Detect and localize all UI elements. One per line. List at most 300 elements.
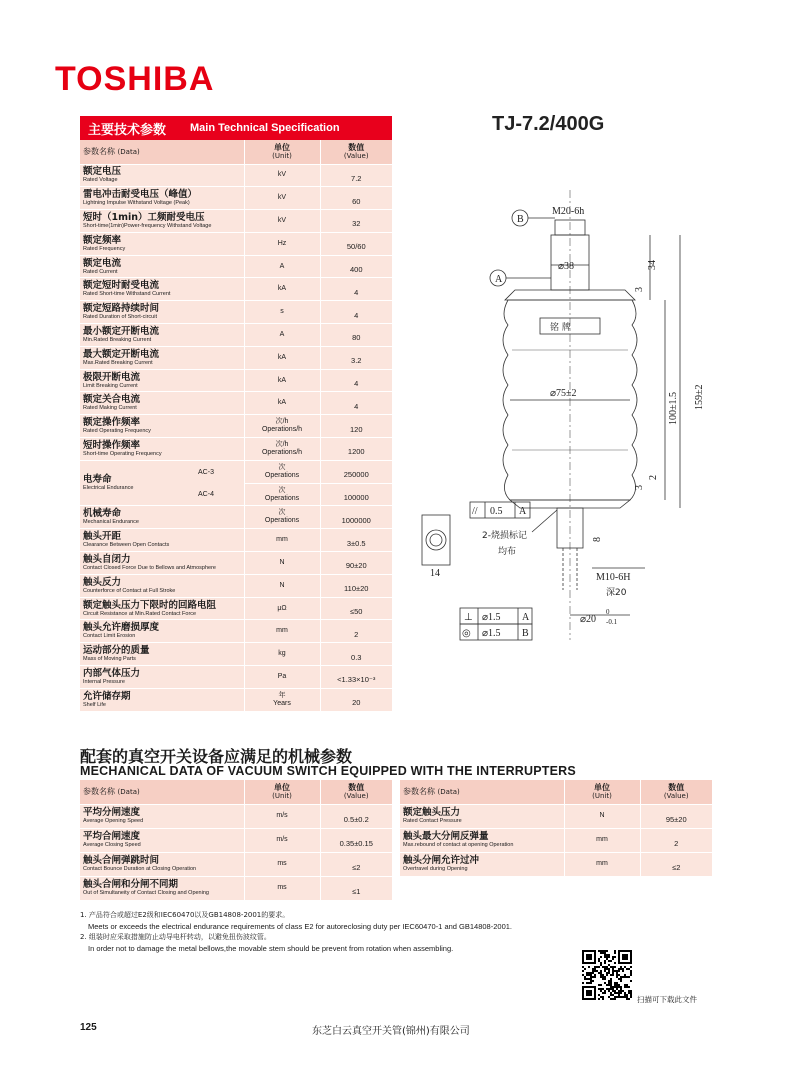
unit-text: kV [277, 171, 287, 179]
param-name-cn: 雷电冲击耐受电压（峰值） [83, 189, 198, 201]
param-name-cn: 额定短路持续时间 [83, 303, 160, 315]
table-row [80, 688, 392, 711]
header-param [80, 140, 244, 164]
table-row [400, 804, 712, 828]
unit-cell [244, 529, 320, 552]
unit-text-en: Operations [264, 494, 300, 502]
unit-text: Pa [277, 672, 287, 680]
param-name-cn: 额定短时耐受电流 [83, 280, 160, 292]
unit-text: kA [277, 285, 287, 293]
mech-right-header-value-en: (Value) [663, 792, 689, 801]
depth-label: 深20 [606, 588, 627, 598]
unit-text: s [280, 308, 284, 316]
param-name-en: Rated Short-time Withstand Current [83, 291, 171, 298]
param-name-en: Internal Pressure [83, 678, 125, 685]
table-row [80, 828, 392, 852]
param-name-en: Contact Bounce Duration at Closing Operation [83, 866, 197, 872]
param-name-en: Shelf Life [83, 701, 106, 708]
param-name-cn: 短时（1min）工频耐受电压 [83, 211, 205, 223]
dia-20-tol-lower: -0.1 [606, 618, 618, 626]
dim-3a-label: 3 [634, 287, 645, 292]
mech-left-header-unit-en: (Unit) [272, 792, 292, 801]
header-unit-cn: 单位 [274, 143, 290, 153]
model-number: TJ-7.2/400G [492, 113, 605, 135]
param-name-en: Rated Making Current [83, 405, 137, 412]
value-text: <1.33×10⁻³ [337, 675, 376, 685]
param-name-cn: 平均分闸速度 [83, 807, 141, 818]
param-cell [80, 574, 244, 597]
value-cell [640, 804, 712, 828]
param-name-en: Rated Frequency [83, 245, 126, 252]
mech-right-header-value-cn: 数值 [668, 783, 685, 793]
table-row [80, 620, 392, 643]
unit-text: kV [277, 194, 287, 202]
mark-note-1: 2-烧损标记 [482, 531, 527, 541]
unit-text: mm [276, 627, 288, 635]
dim-159-label: 159±2 [694, 384, 705, 410]
toshiba-logo: TOSHIBA [55, 60, 215, 98]
unit-text: m/s [276, 836, 288, 843]
unit-text: 次 [278, 486, 286, 494]
note-2-en: In order not to damage the metal bellows,the movable stem should be prevent from rotation when assembling. [88, 944, 454, 953]
spec-title-bar [80, 116, 392, 140]
param-cell [80, 529, 244, 552]
header-value [320, 140, 392, 164]
unit-text: kg [278, 650, 286, 658]
unit-cell [244, 483, 320, 506]
table-row [400, 852, 712, 876]
dia-20-tol-upper: 0 [606, 608, 610, 616]
param-name-en: Mechanical Endurance [83, 519, 139, 526]
param-cell [80, 804, 244, 828]
unit-text: 次/h [275, 440, 289, 448]
table-row [80, 392, 392, 415]
value-text: 100000 [343, 493, 369, 503]
unit-text-en: Operations [264, 517, 300, 525]
datum-a-label: A [495, 274, 503, 285]
param-name-cn: 运动部分的质量 [83, 645, 150, 657]
unit-text: 年 [278, 691, 286, 699]
datum-b-label: B [517, 214, 524, 225]
dia-38-label: ⌀38 [558, 261, 575, 272]
value-text: 3.2 [351, 356, 362, 366]
unit-cell [244, 392, 320, 415]
table-row [80, 460, 392, 483]
value-cell [320, 483, 392, 506]
mech-right-header-unit-en: (Unit) [592, 792, 612, 801]
perp-symbol: ⊥ [464, 612, 473, 623]
unit-cell [244, 278, 320, 301]
value-text: 7.2 [351, 173, 362, 183]
unit-text: mm [596, 860, 608, 867]
note-2-cn: 2. 组装时应采取措施防止动导电杆转动，以避免扭伤波纹管。 [80, 933, 271, 941]
param-name-cn: 额定关合电流 [83, 394, 141, 406]
table-row [80, 666, 392, 689]
value-cell [320, 876, 392, 900]
qr-code[interactable] [582, 950, 632, 1000]
param-name-cn: 最大额定开断电流 [83, 348, 160, 360]
value-cell [320, 460, 392, 483]
table-row [80, 529, 392, 552]
value-text: 90±20 [345, 561, 367, 571]
perp-tol-label: ⌀1.5 [482, 612, 501, 623]
nameplate-label: 铭 牌 [550, 323, 571, 333]
value-text: ≤2 [352, 862, 361, 872]
mech-right-header [400, 780, 712, 804]
param-name-en: Min.Rated Breaking Current [83, 336, 152, 343]
value-text: 0.5±0.2 [343, 814, 369, 824]
param-name-cn: 平均合闸速度 [83, 831, 141, 842]
unit-text: Hz [277, 239, 287, 247]
param-name-en: Max.Rated Breaking Current [83, 359, 153, 366]
page-number: 125 [80, 1022, 97, 1033]
value-cell [320, 852, 392, 876]
header-unit [244, 140, 320, 164]
value-text: 2 [674, 838, 679, 848]
mech-right-header-unit-cn: 单位 [594, 783, 610, 793]
param-name-en: Circuit Resistance at Min.Rated Contact Force [83, 610, 197, 617]
param-name-en: Out of Simultaneity of Contact Closing and Opening [83, 890, 209, 896]
value-cell [320, 210, 392, 233]
value-cell [320, 232, 392, 255]
value-text: 95±20 [665, 814, 687, 824]
concentric-symbol: ◎ [462, 628, 471, 639]
unit-cell [244, 415, 320, 438]
value-text: 4 [354, 379, 359, 389]
table-row [80, 301, 392, 324]
param-name-en: Counterforce of Contact at Full Stroke [83, 587, 176, 594]
table-row [80, 597, 392, 620]
unit-text: 次 [278, 463, 286, 471]
unit-text: kV [277, 216, 287, 224]
value-cell [320, 369, 392, 392]
main-spec-table [80, 116, 392, 712]
unit-cell [244, 164, 320, 187]
dim-8-label: 8 [592, 537, 603, 542]
mech-right-header-param [400, 780, 564, 804]
table-row [80, 552, 392, 575]
unit-cell [564, 852, 640, 876]
param-cell [400, 804, 564, 828]
value-text: 250000 [343, 470, 369, 480]
value-text: 4 [354, 287, 359, 297]
param-name-cn: 触头允许磨损厚度 [83, 622, 160, 634]
param-name-cn: 额定频率 [83, 234, 122, 246]
param-name-en: Short-time Operating Frequency [83, 450, 162, 457]
unit-text: N [279, 581, 285, 589]
mech-right-header-unit [564, 780, 640, 804]
value-cell [320, 164, 392, 187]
table-row [80, 232, 392, 255]
unit-cell [244, 255, 320, 278]
value-text: 1000000 [341, 515, 371, 525]
param-name-cn: 触头最大分闸反弹量 [403, 831, 489, 842]
value-cell [320, 574, 392, 597]
value-cell [640, 852, 712, 876]
value-text: 3±0.5 [346, 538, 366, 548]
table-row [80, 164, 392, 187]
unit-cell [244, 666, 320, 689]
unit-cell [244, 301, 320, 324]
unit-text: N [599, 812, 605, 819]
table-row [80, 255, 392, 278]
value-text: ≤2 [672, 862, 681, 872]
mech-right-header-param-cn: 参数名称 [403, 787, 435, 797]
value-text: 4 [354, 310, 359, 320]
unit-cell [244, 552, 320, 575]
param-cell [80, 415, 244, 438]
table-row [80, 210, 392, 233]
param-name-cn: 触头分闸允许过冲 [403, 855, 480, 866]
param-name-cn: 内部气体压力 [83, 667, 141, 679]
mech-table-right [400, 780, 712, 877]
value-text: 400 [349, 265, 363, 275]
unit-text-en: Operations/h [261, 448, 303, 456]
table-row [80, 506, 392, 529]
param-cell [80, 232, 244, 255]
param-name-en: Rated Voltage [83, 177, 118, 184]
param-name-cn: 触头反力 [83, 576, 122, 588]
unit-cell [244, 852, 320, 876]
param-cell [80, 876, 244, 900]
value-cell [320, 255, 392, 278]
param-cell [400, 828, 564, 852]
param-name-en: Rated Operating Frequency [83, 428, 151, 435]
value-cell [320, 506, 392, 529]
table-row [80, 643, 392, 666]
unit-text: kA [277, 376, 287, 384]
thread-top-label: M20-6h [552, 206, 585, 217]
parallel-tol-label: 0.5 [490, 506, 503, 517]
param-cell [80, 324, 244, 347]
unit-cell [244, 688, 320, 711]
param-cell [80, 301, 244, 324]
table-row [80, 804, 392, 828]
table-row [80, 324, 392, 347]
value-cell [320, 278, 392, 301]
header-value-en: (Value) [343, 152, 369, 161]
unit-text: ms [277, 884, 287, 891]
value-cell [320, 666, 392, 689]
param-cell [80, 460, 244, 491]
param-cell [80, 164, 244, 187]
param-cell [80, 620, 244, 643]
value-text: 20 [352, 698, 361, 708]
param-name-cn: 短时操作频率 [83, 439, 141, 451]
param-cell [80, 666, 244, 689]
table-row [80, 278, 392, 301]
unit-text: 次/h [275, 418, 289, 426]
spec-header-row [80, 140, 392, 164]
note-1-en: Meets or exceeds the electrical endurance requirements of class E2 for autoreclosing duty per IEC60470-1 and GB14808-2001. [88, 922, 512, 931]
param-cell [80, 506, 244, 529]
param-name-cn: 电寿命 [83, 474, 112, 485]
value-text: ≤1 [352, 886, 361, 896]
param-cell [80, 438, 244, 461]
param-name-en: Rated Contact Pressure [403, 818, 462, 824]
table-row [80, 187, 392, 210]
param-cell [80, 278, 244, 301]
mech-left-header-value-en: (Value) [343, 792, 369, 801]
dim-2-label: 2 [648, 475, 659, 480]
param-name-cn: 触头开距 [83, 531, 122, 543]
unit-text: kA [277, 399, 287, 407]
param-name-en: Limit Breaking Current [83, 382, 138, 389]
value-text: 120 [349, 424, 363, 434]
header-value-cn: 数值 [348, 143, 365, 153]
unit-cell [244, 460, 320, 483]
value-cell [320, 620, 392, 643]
unit-cell [244, 187, 320, 210]
table-row [80, 415, 392, 438]
unit-cell [244, 324, 320, 347]
param-name-cn: 允许储存期 [83, 690, 131, 702]
value-cell [640, 828, 712, 852]
unit-text: mm [596, 836, 608, 843]
param-name-en: Overtravel during Opening [403, 866, 468, 872]
thread-bottom-label: M10-6H [596, 572, 631, 583]
header-param-cn: 参数名称 [83, 147, 115, 157]
value-text: 110±20 [344, 584, 369, 594]
param-cell [80, 643, 244, 666]
param-cell [80, 552, 244, 575]
param-name-en: Rated Duration of Short-circuit [83, 314, 157, 321]
table-row [80, 346, 392, 369]
mech-title-en: MECHANICAL DATA OF VACUUM SWITCH EQUIPPED WITH THE INTERRUPTERS [80, 764, 576, 778]
value-cell [320, 346, 392, 369]
notes [80, 910, 512, 954]
unit-cell [564, 828, 640, 852]
param-name-cn: 额定触头压力 [403, 807, 461, 818]
value-cell [320, 643, 392, 666]
unit-text-en: Years [273, 699, 291, 707]
value-cell [320, 187, 392, 210]
param-cell [80, 255, 244, 278]
param-cell [80, 210, 244, 233]
value-cell [320, 301, 392, 324]
param-cell [80, 597, 244, 620]
qr-label: 扫描可下载此文件 [637, 995, 697, 1004]
header-unit-en: (Unit) [272, 152, 292, 161]
mech-left-header-value-cn: 数值 [348, 783, 365, 793]
param-cell [400, 852, 564, 876]
unit-text: ms [277, 860, 287, 867]
mech-left-header-param [80, 780, 244, 804]
interrupter-drawing [420, 190, 720, 650]
value-cell [320, 552, 392, 575]
value-cell [320, 688, 392, 711]
conc-tol-label: ⌀1.5 [482, 628, 501, 639]
value-cell [320, 597, 392, 620]
param-name-en: Contact Limit Erosion [83, 633, 136, 640]
unit-cell [564, 804, 640, 828]
unit-text-en: Operations/h [261, 426, 303, 434]
unit-cell [244, 643, 320, 666]
unit-text: mm [276, 536, 288, 544]
table-row [80, 852, 392, 876]
param-name-cn: 额定电压 [83, 166, 122, 178]
unit-cell [244, 620, 320, 643]
unit-cell [244, 804, 320, 828]
value-cell [320, 828, 392, 852]
unit-text: kA [277, 353, 287, 361]
mech-left-header-param-cn: 参数名称 [83, 787, 115, 797]
dim-100-label: 100±1.5 [668, 392, 679, 425]
value-text: 60 [352, 196, 361, 206]
param-name-en: Max.rebound of contact at opening Operation [403, 842, 514, 848]
param-name-en: Electrical Endurance [83, 485, 134, 491]
value-text: 50/60 [346, 242, 366, 252]
spec-title-en: Main Technical Specification [190, 122, 340, 134]
unit-cell [244, 506, 320, 529]
mech-right-header-value [640, 780, 712, 804]
param-name-en: Average Closing Speed [83, 842, 141, 848]
parallel-ref-label: A [519, 506, 527, 517]
dia-75-label: ⌀75±2 [550, 388, 577, 399]
value-text: 32 [352, 219, 361, 229]
mech-left-header [80, 780, 392, 804]
unit-cell [244, 574, 320, 597]
param-cell [80, 346, 244, 369]
value-text: 4 [354, 401, 359, 411]
param-name-en: Average Opening Speed [83, 818, 144, 824]
dim-3b-label: 3 [634, 485, 645, 490]
unit-cell [244, 438, 320, 461]
parallel-symbol: // [472, 506, 478, 517]
table-row [80, 876, 392, 900]
value-cell [320, 392, 392, 415]
param-name-cn: 触头自闭力 [83, 553, 131, 565]
value-cell [320, 438, 392, 461]
mark-note-2: 均布 [498, 547, 517, 557]
unit-cell [244, 369, 320, 392]
value-text: 80 [352, 333, 361, 343]
note-1-cn: 1. 产品符合或超过E2级和IEC60470以及GB14808-2001的要求。 [80, 911, 290, 919]
value-cell [320, 324, 392, 347]
perp-ref-label: A [522, 612, 530, 623]
sub-category: AC-3 [198, 468, 214, 476]
dim-14-label: 14 [430, 568, 440, 579]
param-cell [80, 187, 244, 210]
param-name-cn: 极限开断电流 [83, 371, 141, 383]
param-name-cn: 触头合闸和分闸不同期 [83, 879, 179, 890]
param-name-en: Lightning Impulse Withstand Voltage (Peak) [83, 200, 190, 207]
param-cell [80, 392, 244, 415]
unit-text-en: Operations [264, 471, 300, 479]
unit-text: μΩ [277, 604, 287, 612]
unit-text: m/s [276, 812, 288, 819]
table-row [400, 828, 712, 852]
table-row [80, 574, 392, 597]
param-cell [80, 852, 244, 876]
spec-title-cn: 主要技术参数 [88, 122, 167, 138]
unit-cell [244, 210, 320, 233]
table-row [80, 438, 392, 461]
param-name-cn: 机械寿命 [83, 508, 122, 520]
value-cell [320, 415, 392, 438]
param-name-en: Short-time(1min)Power-frequency Withstand Voltage [83, 222, 212, 229]
value-text: 0.35±0.15 [339, 838, 373, 848]
mech-left-header-param-en: (Data) [117, 788, 140, 797]
dim-34-label: 34 [647, 260, 658, 270]
param-name-en: Rated Current [83, 268, 118, 275]
param-cell [80, 828, 244, 852]
unit-cell [244, 828, 320, 852]
unit-cell [244, 876, 320, 900]
param-name-en: Clearance Between Open Contacts [83, 542, 170, 549]
dia-20-label: ⌀20 [580, 614, 597, 625]
unit-cell [244, 346, 320, 369]
